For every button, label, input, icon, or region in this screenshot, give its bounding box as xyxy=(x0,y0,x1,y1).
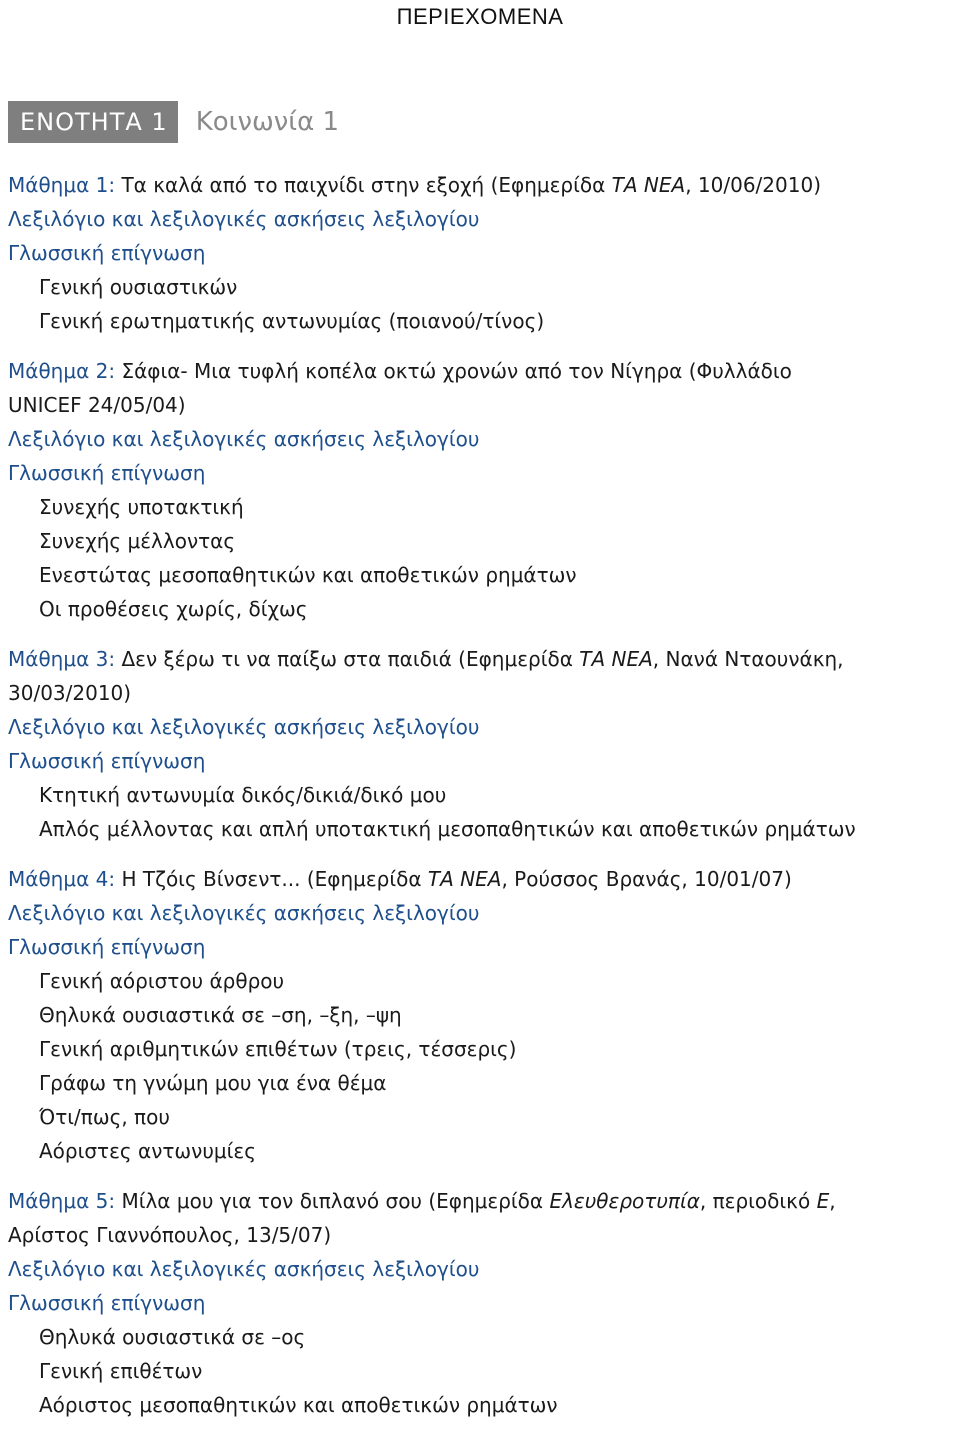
vocabulary-heading: Λεξιλόγιο και λεξιλογικές ασκήσεις λεξιλογίου xyxy=(8,427,480,451)
lesson-title xyxy=(8,862,952,896)
lesson-3 xyxy=(8,642,952,846)
language-awareness-heading: Γλωσσική επίγνωση xyxy=(8,935,206,959)
lesson-title-continued: UNICEF 24/05/04) xyxy=(8,393,186,417)
lesson-title-text: Τα καλά από το παιχνίδι στην εξοχή (Εφημερίδα xyxy=(115,173,612,197)
topic-item: Γενική ουσιαστικών xyxy=(39,275,238,299)
lesson-title-continued: 30/03/2010) xyxy=(8,681,132,705)
lesson-5 xyxy=(8,1184,952,1422)
language-awareness-heading: Γλωσσική επίγνωση xyxy=(8,749,206,773)
lesson-title-text: Δεν ξέρω τι να παίξω στα παιδιά (Εφημερίδα xyxy=(115,647,580,671)
lesson-2 xyxy=(8,354,952,626)
lessons-list xyxy=(8,168,952,1438)
topic-item: Θηλυκά ουσιαστικά σε –ος xyxy=(39,1325,306,1349)
magazine-name: Ε xyxy=(816,1189,830,1213)
vocabulary-heading: Λεξιλόγιο και λεξιλογικές ασκήσεις λεξιλογίου xyxy=(8,207,480,231)
topic-item: Γενική αριθμητικών επιθέτων (τρεις, τέσσερις) xyxy=(39,1037,517,1061)
lesson-title-text: Η Τζόις Βίνσεντ... (Εφημερίδα xyxy=(115,867,428,891)
lesson-4 xyxy=(8,862,952,1168)
lesson-label: Μάθημα 2: xyxy=(8,359,116,383)
newspaper-name: ΤΑ ΝΕΑ xyxy=(611,173,686,197)
topic-item: Ενεστώτας μεσοπαθητικών και αποθετικών ρημάτων xyxy=(39,563,577,587)
unit-name: Κοινωνία 1 xyxy=(195,107,340,137)
lesson-label: Μάθημα 4: xyxy=(8,867,116,891)
vocabulary-heading: Λεξιλόγιο και λεξιλογικές ασκήσεις λεξιλογίου xyxy=(8,901,480,925)
lesson-title xyxy=(8,642,952,676)
topic-item: Γενική ερωτηματικής αντωνυμίας (ποιανού/τίνος) xyxy=(39,309,545,333)
unit-header xyxy=(8,101,339,143)
lesson-title-text: , xyxy=(829,1189,836,1213)
newspaper-name: ΤΑ ΝΕΑ xyxy=(427,867,502,891)
lesson-title-text: , Ρούσσος Βρανάς, 10/01/07) xyxy=(501,867,792,891)
topic-item: Αόριστος μεσοπαθητικών και αποθετικών ρημάτων xyxy=(39,1393,558,1417)
topic-item: Γενική επιθέτων xyxy=(39,1359,203,1383)
topic-item: Γενική αόριστου άρθρου xyxy=(39,969,285,993)
topic-item: Θηλυκά ουσιαστικά σε –ση, –ξη, –ψη xyxy=(39,1003,402,1027)
unit-badge: ΕΝΟΤΗΤΑ 1 xyxy=(8,101,178,143)
language-awareness-heading: Γλωσσική επίγνωση xyxy=(8,461,206,485)
topic-item: Συνεχής μέλλοντας xyxy=(39,529,236,553)
language-awareness-heading: Γλωσσική επίγνωση xyxy=(8,1291,206,1315)
language-awareness-heading: Γλωσσική επίγνωση xyxy=(8,241,206,265)
topic-item: Οι προθέσεις χωρίς, δίχως xyxy=(39,597,308,621)
lesson-title-text: , 10/06/2010) xyxy=(685,173,821,197)
topic-item: Κτητική αντωνυμία δικός/δικιά/δικό μου xyxy=(39,783,447,807)
lesson-title-text: Σάφια- Μια τυφλή κοπέλα οκτώ χρονών από τον Νίγηρα (Φυλλάδιο xyxy=(115,359,792,383)
lesson-title-continued: Αρίστος Γιαννόπουλος, 13/5/07) xyxy=(8,1223,332,1247)
vocabulary-heading: Λεξιλόγιο και λεξιλογικές ασκήσεις λεξιλογίου xyxy=(8,1257,480,1281)
lesson-title xyxy=(8,1184,952,1218)
topic-item: Γράφω τη γνώμη μου για ένα θέμα xyxy=(39,1071,387,1095)
vocabulary-heading: Λεξιλόγιο και λεξιλογικές ασκήσεις λεξιλογίου xyxy=(8,715,480,739)
lesson-title-text: Μίλα μου για τον διπλανό σου (Εφημερίδα xyxy=(115,1189,550,1213)
topic-item: Ότι/πως, που xyxy=(39,1105,170,1129)
lesson-1 xyxy=(8,168,952,338)
page-title: ΠΕΡΙΕΧΟΜΕΝΑ xyxy=(396,4,564,29)
topic-item: Απλός μέλλοντας και απλή υποτακτική μεσοπαθητικών και αποθετικών ρημάτων xyxy=(39,817,856,841)
lesson-label: Μάθημα 1: xyxy=(8,173,116,197)
newspaper-name: ΤΑ ΝΕΑ xyxy=(579,647,653,671)
topic-item: Συνεχής υποτακτική xyxy=(39,495,244,519)
lesson-title xyxy=(8,354,952,388)
lesson-title-text: , Νανά Νταουνάκη, xyxy=(652,647,844,671)
topic-item: Αόριστες αντωνυμίες xyxy=(39,1139,256,1163)
lesson-title-text: , περιοδικό xyxy=(699,1189,817,1213)
newspaper-name: Ελευθεροτυπία xyxy=(549,1189,700,1213)
lesson-label: Μάθημα 3: xyxy=(8,647,116,671)
lesson-title xyxy=(8,168,952,202)
lesson-label: Μάθημα 5: xyxy=(8,1189,116,1213)
